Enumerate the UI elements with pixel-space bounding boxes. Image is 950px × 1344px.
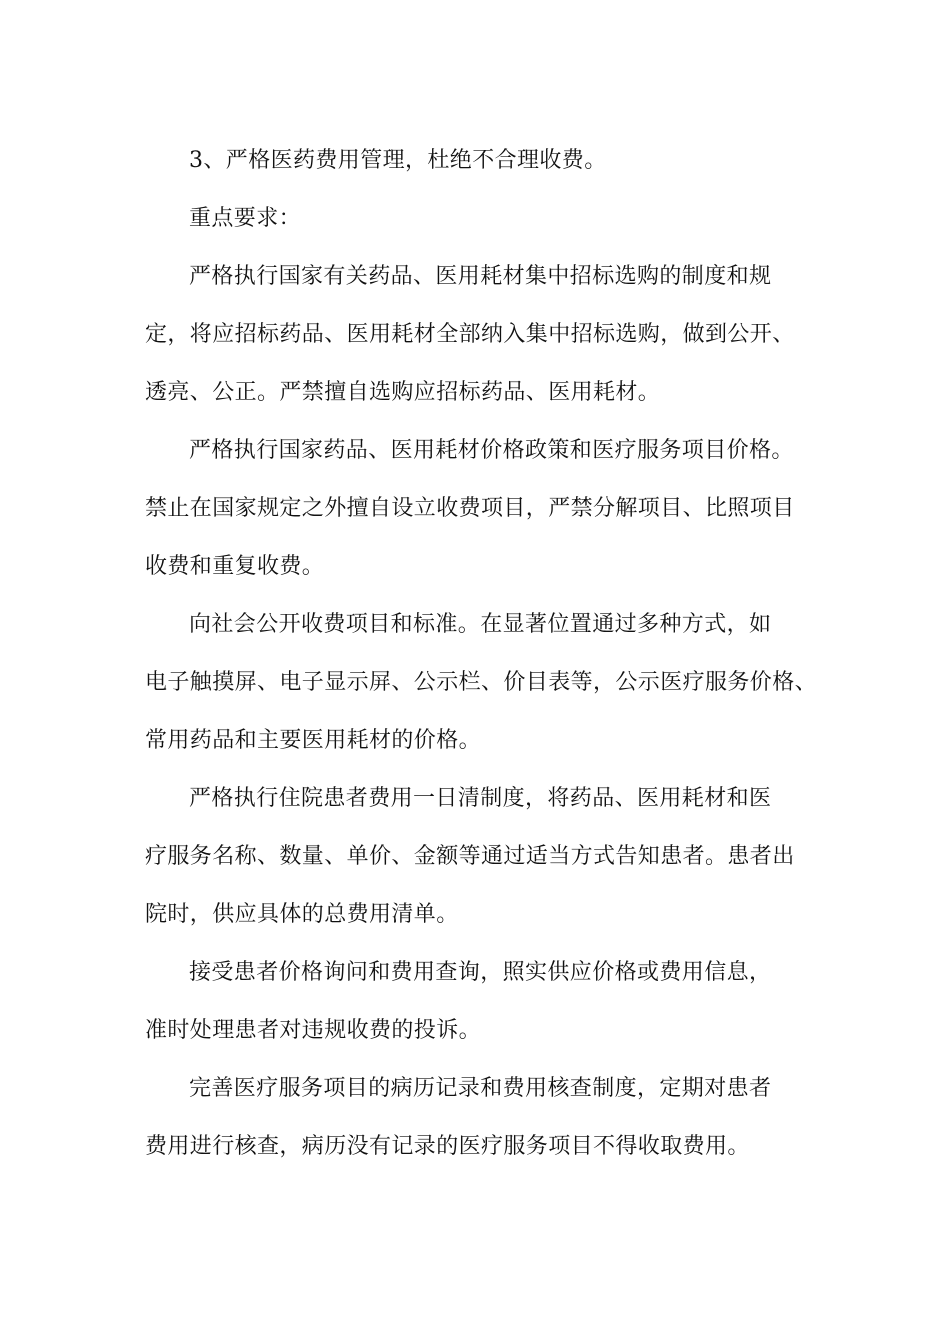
text-line: 严格执行国家药品、医用耗材价格政策和医疗服务项目价格。 xyxy=(189,438,794,463)
text-line: 常用药品和主要医用耗材的价格。 xyxy=(145,728,482,753)
paragraph-key-requirements xyxy=(145,190,825,248)
document-body xyxy=(145,132,825,1176)
paragraph-daily-statement xyxy=(145,770,825,944)
text-line: 重点要求： xyxy=(189,206,302,231)
paragraph-price-policy xyxy=(145,422,825,596)
text-line: 接受患者价格询问和费用查询，照实供应价格或费用信息， xyxy=(189,960,772,985)
text-line: 电子触摸屏、电子显示屏、公示栏、价目表等，公示医疗服务价格、 xyxy=(145,670,818,695)
paragraph-record-audit xyxy=(145,1060,825,1176)
text-line: 向社会公开收费项目和标准。在显著位置通过多种方式，如 xyxy=(189,612,772,637)
text-line: 完善医疗服务项目的病历记录和费用核查制度，定期对患者 xyxy=(189,1076,772,1101)
text-line: 院时，供应具体的总费用清单。 xyxy=(145,902,459,927)
text-line: 严格执行住院患者费用一日清制度，将药品、医用耗材和医 xyxy=(189,786,772,811)
text-line: 收费和重复收费。 xyxy=(145,554,325,579)
text-line: 3、严格医药费用管理，杜绝不合理收费。 xyxy=(189,148,607,173)
text-line: 禁止在国家规定之外擅自设立收费项目，严禁分解项目、比照项目 xyxy=(145,496,795,521)
text-line: 透亮、公正。严禁擅自选购应招标药品、医用耗材。 xyxy=(145,380,661,405)
text-line: 费用进行核查，病历没有记录的医疗服务项目不得收取费用。 xyxy=(145,1134,750,1159)
paragraph-tender-procurement xyxy=(145,248,825,422)
text-line: 准时处理患者对违规收费的投诉。 xyxy=(145,1018,482,1043)
paragraph-price-inquiry xyxy=(145,944,825,1060)
paragraph-fee-management xyxy=(145,132,825,190)
text-line: 严格执行国家有关药品、医用耗材集中招标选购的制度和规 xyxy=(189,264,772,289)
text-line: 定，将应招标药品、医用耗材全部纳入集中招标选购，做到公开、 xyxy=(145,322,795,347)
text-line: 疗服务名称、数量、单价、金额等通过适当方式告知患者。患者出 xyxy=(145,844,795,869)
paragraph-public-disclosure xyxy=(145,596,825,770)
